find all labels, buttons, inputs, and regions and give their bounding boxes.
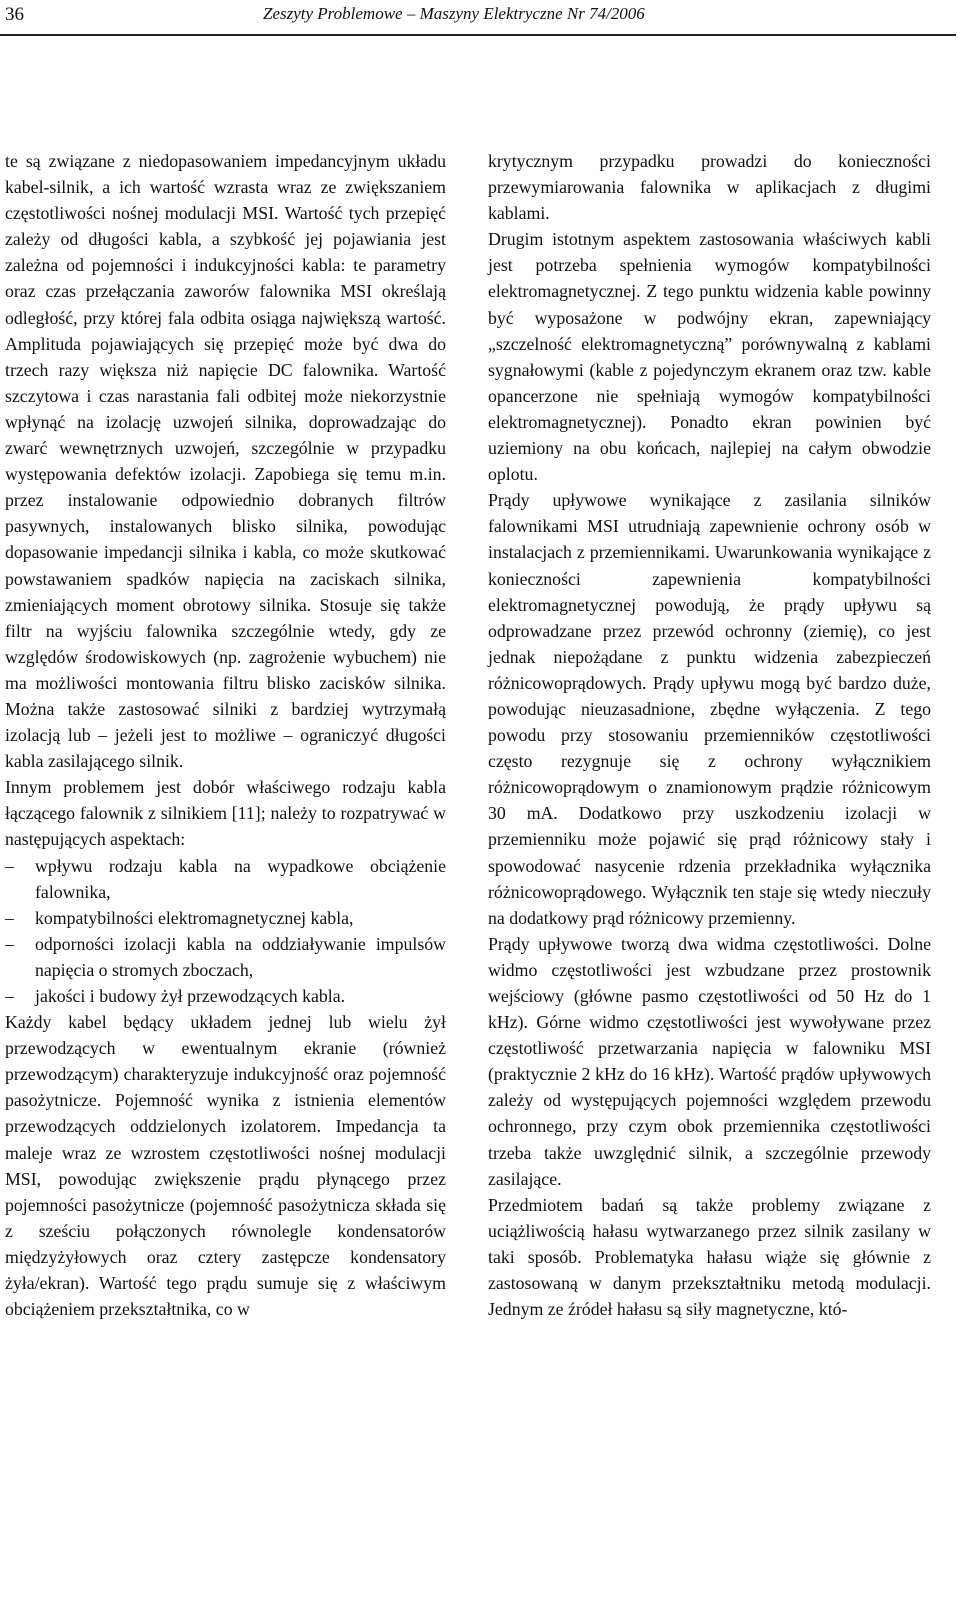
paragraph: Każdy kabel będący układem jednej lub wielu żył przewodzących w ewentualnym ekranie (również przewodzącym) charakteryzuje indukcyjność oraz pojemność pasożytnicze. Pojemność wynika z istnienia elementów przewodzących oddzielonych izolatorem. Impedancja ta maleje wraz ze wzrostem częstotliwości nośnej modulacji MSI, powodując zwiększenie prądu płynącego przez pojemności pasożytnicze (pojemność pasożytnicza składa się z sześciu połączonych równolegle kondensatorów międzyżyłowych oraz cztery zastępcze kondensatory żyła/ekran). Wartość tego prądu sumuje się z właściwym obciążeniem przekształtnika, co w bbox=[5, 1012, 446, 1320]
paragraph: Prądy upływowe tworzą dwa widma częstotliwości. Dolne widmo częstotliwości jest wzbudzane przez prostownik wejściowy (główne pasmo częstotliwości od 50 Hz do 1 kHz). Górne widmo częstotliwości jest wywoływane przez częstotliwość przetwarzania napięcia w falowniku MSI (praktycznie 2 kHz do 16 kHz). Wartość prądów upływowych zależy od występujących pojemności względem przewodu ochronnego, przy czym obok przemiennika częstotliwości trzeba także uwzględnić silnik, a szczególnie przewody zasilające. bbox=[488, 933, 931, 1189]
list-item-text: wpływu rodzaju kabla na wypadkowe obciążenie falownika, bbox=[35, 855, 446, 902]
page-number: 36 bbox=[5, 4, 24, 25]
list-item bbox=[5, 853, 446, 905]
aspects-list bbox=[5, 853, 446, 1010]
dash-bullet: – bbox=[5, 855, 14, 876]
right-column bbox=[488, 148, 931, 1322]
paragraph: te są związane z niedopasowaniem impedancyjnym układu kabel-silnik, a ich wartość wzrasta wraz ze zwiększaniem częstotliwości nośnej modulacji MSI. Wartość tych przepięć zależy od długości kabla, a szybkość jej pojawiania jest zależna od pojemności i indukcyjności kabla: te parametry oraz czas przełączania zaworów falownika MSI określają odległość, przy której fala odbita osiąga największą wartość. Amplituda pojawiających się przepięć może być dwa do trzech razy większa niż napięcie DC falownika. Wartość szczytowa i czas narastania fali odbitej może niekorzystnie wpłynąć na izolację uzwojeń silnika, doprowadzając do zwarć wewnętrznych uzwojeń, szczególnie w przypadku występowania defektów izolacji. Zapobiega się temu m.in. przez instalowanie odpowiednio dobranych filtrów pasywnych, instalowanych blisko silnika, powodując dopasowanie impedancji silnika i kabla, co może skutkować powstawaniem spadków napięcia na zaciskach silnika, zmieniających moment obrotowy silnika. Stosuje się także filtr na wyjściu falownika szczególnie wtedy, gdy ze względów środowiskowych (np. zagrożenie wybuchem) nie ma możliwości montowania filtru blisko zacisków silnika. Można także zastosować silniki z bardziej wytrzymałą izolacją lub – jeżeli jest to możliwe – ograniczyć długości kabla zasilającego silnik. bbox=[5, 151, 446, 772]
list-item-text: kompatybilności elektromagnetycznej kabla, bbox=[35, 907, 354, 928]
dash-bullet: – bbox=[5, 986, 14, 1006]
paragraph: Innym problemem jest dobór właściwego rodzaju kabla łączącego falownik z silnikiem [11]; należy to rozpatrywać w następujących aspektach: bbox=[5, 777, 446, 850]
list-item bbox=[5, 931, 446, 983]
paragraph: krytycznym przypadku prowadzi do konieczności przewymiarowania falownika w aplikacjach z długimi kablami. bbox=[488, 151, 931, 224]
journal-title: Zeszyty Problemowe – Maszyny Elektryczne Nr 74/2006 bbox=[263, 4, 645, 23]
paragraph: Przedmiotem badań są także problemy związane z uciążliwością hałasu wytwarzanego przez silnik zasilany w taki sposób. Problematyka hałasu wiąże się głównie z zastosowaną w danym przekształtniku metodą modulacji. Jednym ze źródeł hałasu są siły magnetyczne, któ- bbox=[488, 1194, 931, 1320]
left-column bbox=[5, 148, 446, 1322]
list-item-text: odporności izolacji kabla na oddziaływanie impulsów napięcia o stromych zboczach, bbox=[35, 933, 446, 980]
list-item-text: jakości i budowy żył przewodzących kabla. bbox=[35, 986, 346, 1006]
list-item bbox=[5, 905, 446, 931]
header-rule bbox=[0, 34, 956, 36]
page-header bbox=[0, 0, 960, 40]
list-item bbox=[5, 983, 446, 1009]
dash-bullet: – bbox=[5, 933, 14, 954]
dash-bullet: – bbox=[5, 907, 14, 928]
paragraph: Prądy upływowe wynikające z zasilania silników falownikami MSI utrudniają zapewnienie ochrony osób w instalacjach z przemiennikami. Uwarunkowania wynikające z konieczności zapewnienia kompatybilności elektromagnetycznej powodują, że prądy upływu są odprowadzane przez przewód ochronny (ziemię), co jest jednak niepożądane z punktu widzenia zabezpieczeń różnicowoprądowych. Prądy upływu mogą być bardzo duże, powodując nieuzasadnione, zbędne wyłączenia. Z tego powodu przy stosowaniu przemienników częstotliwości często rezygnuje się z ochrony wyłącznikiem różnicowoprądowym o znamionowym prądzie różnicowym 30 mA. Dodatkowo przy uszkodzeniu izolacji w przemienniku może pojawić się prąd różnicowy stały i spowodować nasycenie rdzenia przekładnika wyłącznika różnicowoprądowego. Wyłącznik ten staje się wtedy nieczuły na dodatkowy prąd różnicowy przemienny. bbox=[488, 490, 931, 928]
paragraph: Drugim istotnym aspektem zastosowania właściwych kabli jest potrzeba spełnienia wymogów kompatybilności elektromagnetycznej. Z tego punktu widzenia kable powinny być wyposażone w podwójny ekran, zapewniający „szczelność elektromagnetyczną” porównywalną z kablami sygnałowymi (kable z pojedynczym ekranem oraz tzw. kable opancerzone nie spełniają wymogów kompatybilności elektromagnetycznej). Ponadto ekran powinien być uziemiony na obu końcach, najlepiej na całym obwodzie oplotu. bbox=[488, 229, 931, 485]
